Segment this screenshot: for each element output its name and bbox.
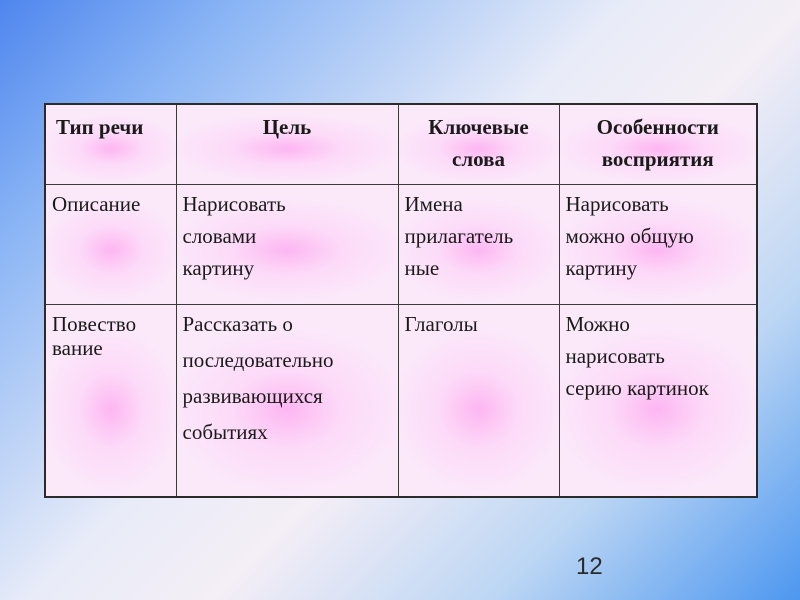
cell-line: ные (404, 255, 440, 280)
cell-line: развивающихся (182, 383, 323, 408)
cell-goal (176, 304, 398, 497)
cell-line: событиях (182, 419, 268, 444)
cell-goal (176, 184, 398, 304)
cell-line: картину (182, 255, 255, 280)
cell-speech-type (45, 304, 176, 497)
cell-line: нарисовать (565, 343, 665, 368)
cell-line: Глаголы (404, 311, 478, 336)
header-speech-type-text: Тип речи (56, 115, 144, 139)
cell-keywords (398, 184, 559, 304)
cell-speech-type (45, 184, 176, 304)
cell-line: Можно (565, 311, 630, 336)
slide-number: 12 (576, 553, 603, 580)
cell-line: Описание (52, 191, 141, 216)
cell-line: последовательно (182, 347, 334, 372)
cell-line: прилагатель (404, 223, 514, 248)
table-row (45, 304, 757, 497)
cell-line: картину (565, 255, 638, 280)
header-keywords-line: слова (452, 147, 505, 171)
header-perception-line: Особенности (596, 115, 719, 139)
cell-line: Рассказать о (182, 311, 293, 336)
header-perception-line: восприятия (601, 147, 714, 171)
cell-line: вание (52, 335, 103, 360)
table-row (45, 184, 757, 304)
cell-line: серию картинок (565, 375, 709, 400)
cell-line: Имена (404, 191, 463, 216)
header-perception (559, 104, 757, 184)
cell-keywords (398, 304, 559, 497)
table-header-row (45, 104, 757, 184)
header-keywords-line: Ключевые (428, 115, 529, 139)
header-goal (176, 104, 398, 184)
header-speech-type (45, 104, 176, 184)
cell-line: Повество (52, 311, 137, 336)
header-goal-text: Цель (262, 115, 312, 139)
header-keywords (398, 104, 559, 184)
cell-perception (559, 304, 757, 497)
cell-line: Нарисовать (182, 191, 286, 216)
speech-types-table (44, 103, 758, 498)
cell-line: словами (182, 223, 257, 248)
cell-line: можно общую (565, 223, 694, 248)
cell-line: Нарисовать (565, 191, 669, 216)
cell-perception (559, 184, 757, 304)
